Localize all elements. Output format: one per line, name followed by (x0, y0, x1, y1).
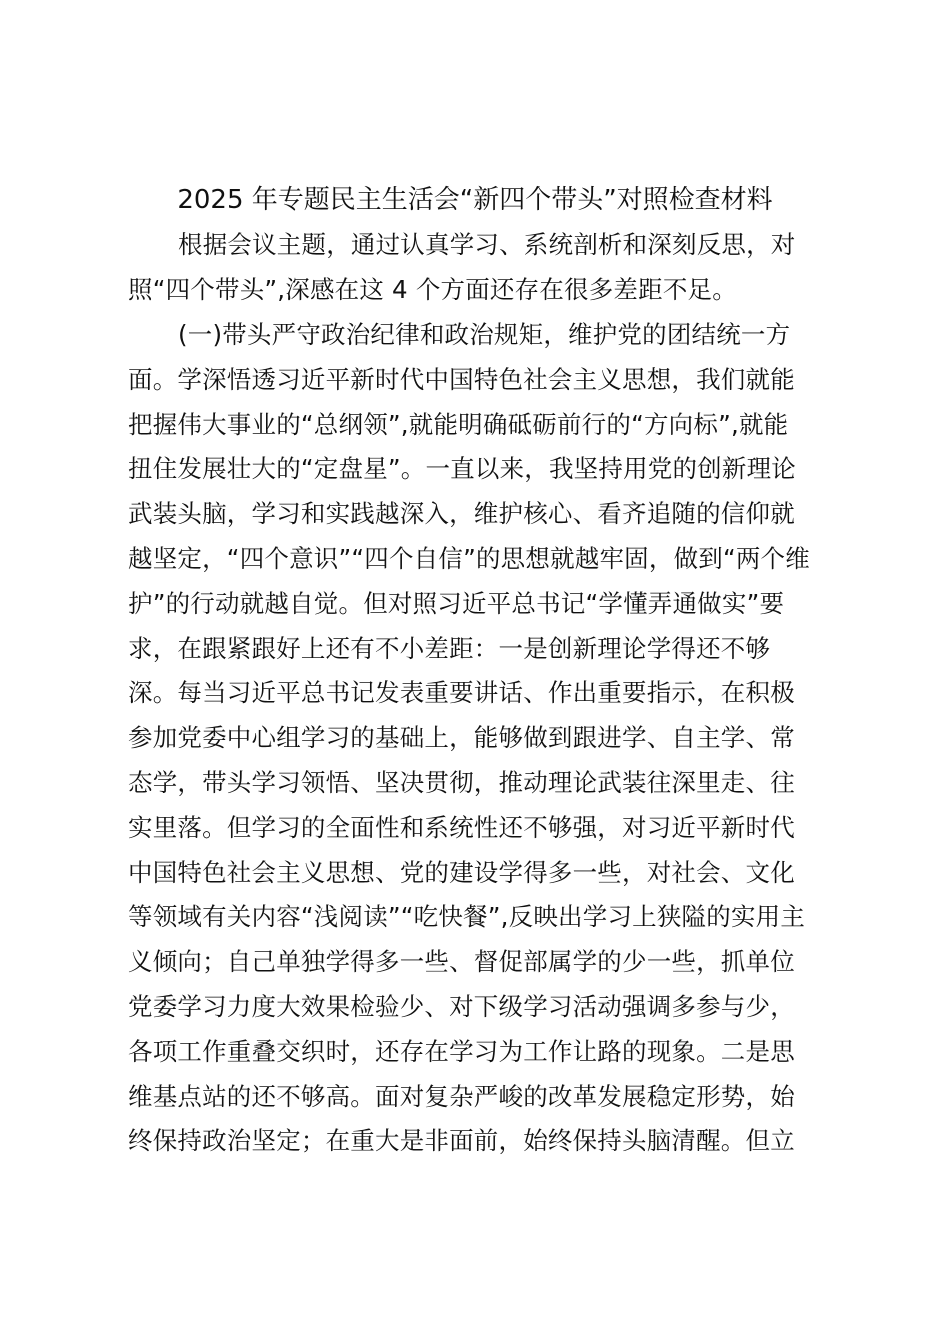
section1-line: (一)带头严守政治纪律和政治规矩，维护党的团结统一方 (178, 320, 791, 349)
section1-line: 深。每当习近平总书记发表重要讲话、作出重要指示，在积极 (128, 678, 795, 707)
section1-line: 护”的行动就越自觉。但对照习近平总书记“学懂弄通做实”要 (128, 589, 785, 618)
section1-line: 等领域有关内容“浅阅读”“吃快餐”,反映出学习上狭隘的实用主 (128, 902, 806, 931)
section1-line: 求，在跟紧跟好上还有不小差距：一是创新理论学得还不够 (128, 634, 771, 663)
section1-line: 终保持政治坚定；在重大是非面前，始终保持头脑清醒。但立 (128, 1126, 795, 1155)
section1-line: 维基点站的还不够高。面对复杂严峻的改革发展稳定形势，始 (128, 1082, 795, 1111)
intro-line: 根据会议主题，通过认真学习、系统剖析和深刻反思，对 (178, 230, 796, 259)
section1-line: 越坚定，“四个意识”“四个自信”的思想就越牢固，做到“两个维 (128, 544, 810, 573)
intro-line: 照“四个带头”,深感在这 4 个方面还存在很多差距不足。 (128, 275, 737, 304)
section1-line: 各项工作重叠交织时，还存在学习为工作让路的现象。二是思 (128, 1037, 795, 1066)
section1-line: 参加党委中心组学习的基础上，能够做到跟进学、自主学、常 (128, 723, 795, 752)
section1-line: 武装头脑，学习和实践越深入，维护核心、看齐追随的信仰就 (128, 499, 795, 528)
section1-line: 把握伟大事业的“总纲领”,就能明确砥砺前行的“方向标”,就能 (128, 410, 789, 439)
section1-line: 面。学深悟透习近平新时代中国特色社会主义思想，我们就能 (128, 365, 795, 394)
section1-line: 义倾向；自己单独学得多一些、督促部属学的少一些，抓单位 (128, 947, 795, 976)
document-title: 2025 年专题民主生活会“新四个带头”对照检查材料 (177, 185, 773, 215)
section1-line: 中国特色社会主义思想、党的建设学得多一些，对社会、文化 (128, 858, 795, 887)
section1-line: 实里落。但学习的全面性和系统性还不够强，对习近平新时代 (128, 813, 795, 842)
section1-line: 扭住发展壮大的“定盘星”。一直以来，我坚持用党的创新理论 (128, 454, 796, 483)
section1-line: 党委学习力度大效果检验少、对下级学习活动强调多参与少， (128, 992, 795, 1021)
section1-line: 态学，带头学习领悟、坚决贯彻，推动理论武装往深里走、往 (128, 768, 795, 797)
